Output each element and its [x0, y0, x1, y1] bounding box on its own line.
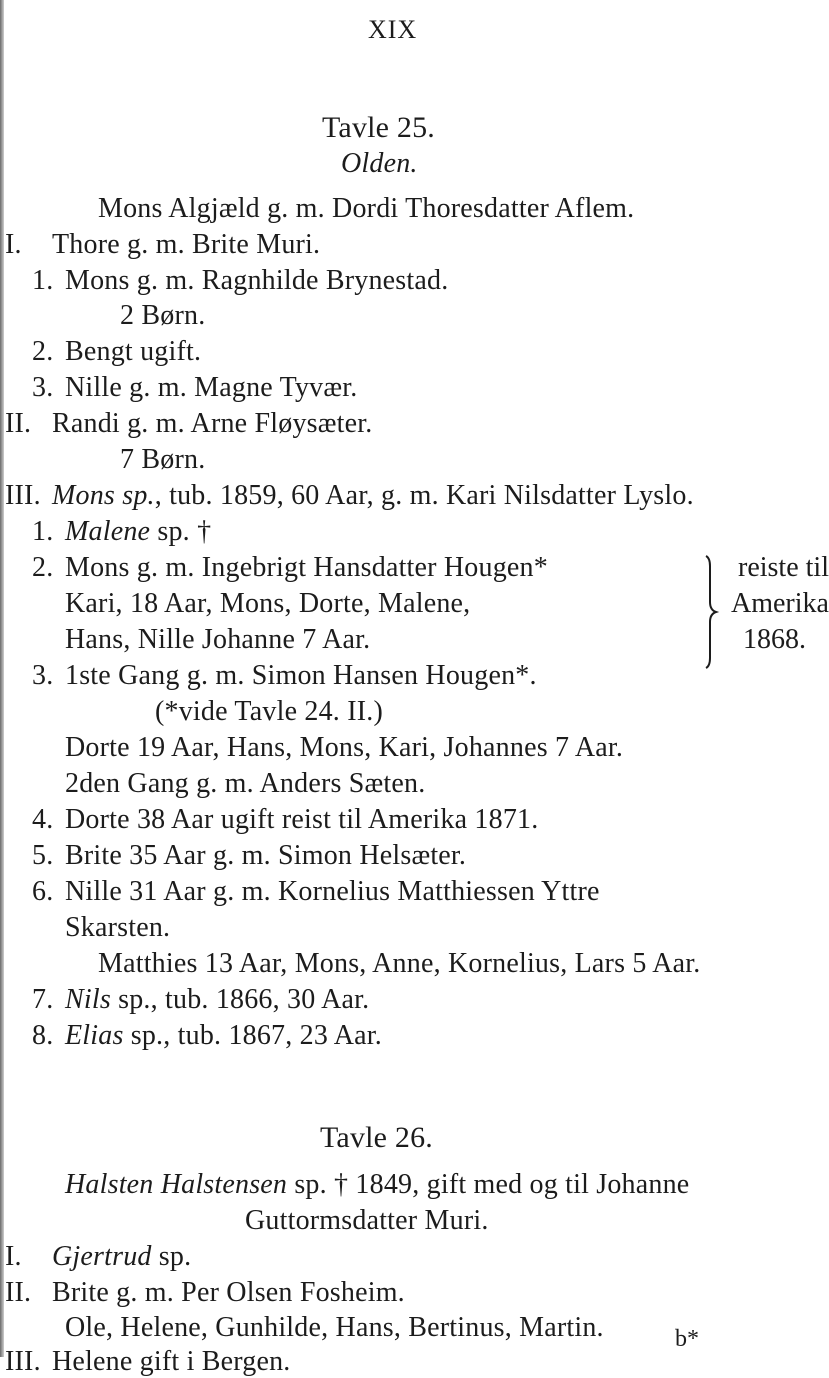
text-line: 4. Dorte 38 Aar ugift reist til Amerika 1871. — [32, 804, 539, 835]
text-line: Hans, Nille Johanne 7 Aar. — [65, 624, 371, 655]
text-line: 5. Brite 35 Aar g. m. Simon Helsæter. — [32, 840, 467, 871]
line-number: 2. — [32, 336, 54, 367]
line-number: 7. — [32, 984, 54, 1015]
person-name: Malene — [65, 516, 151, 547]
text-line: Halsten Halstensen sp. † 1849, gift med og til Johanne — [65, 1169, 690, 1200]
text-line: 2 Børn. — [120, 300, 206, 331]
section2-title: Tavle 26. — [320, 1121, 433, 1154]
line-number: III. — [5, 1346, 41, 1377]
person-name: Halsten Halstensen — [65, 1169, 288, 1200]
person-name: Elias — [65, 1020, 124, 1051]
grouping-brace — [700, 552, 722, 672]
line-number: 3. — [32, 372, 54, 403]
text-line: III. Mons sp., tub. 1859, 60 Aar, g. m. Kari Nilsdatter Lyslo. — [5, 480, 694, 511]
text-line: (*vide Tavle 24. II.) — [155, 696, 383, 727]
text-line: Skarsten. — [65, 912, 171, 943]
text-line: II. Brite g. m. Per Olsen Fosheim. — [5, 1277, 405, 1308]
text-line: 2. Mons g. m. Ingebrigt Hansdatter Hougen* — [32, 552, 548, 583]
line-number: II. — [5, 1277, 32, 1308]
line-number: 5. — [32, 840, 54, 871]
person-name: Nils — [65, 984, 111, 1015]
signature-mark: b* — [675, 1326, 699, 1352]
text-line: Kari, 18 Aar, Mons, Dorte, Malene, — [65, 588, 471, 619]
text-line: 2den Gang g. m. Anders Sæten. — [65, 768, 426, 799]
person-name: Mons sp. — [52, 480, 155, 511]
text-line: II. Randi g. m. Arne Fløysæter. — [5, 408, 373, 439]
text-line: 3. Nille g. m. Magne Tyvær. — [32, 372, 358, 403]
line-number: 2. — [32, 552, 54, 583]
text-line: 1. Mons g. m. Ragnhilde Brynestad. — [32, 265, 449, 296]
line-number: 8. — [32, 1020, 54, 1051]
text-line: Guttormsdatter Muri. — [245, 1205, 489, 1236]
person-name: Gjertrud — [52, 1241, 152, 1272]
page-edge — [0, 0, 4, 1357]
line-number: 3. — [32, 660, 54, 691]
line-number: III. — [5, 480, 41, 511]
text-line: I. Thore g. m. Brite Muri. — [5, 229, 321, 260]
text-line: I. Gjertrud sp. — [5, 1241, 192, 1272]
section1-title: Tavle 25. — [322, 111, 435, 144]
line-number: 6. — [32, 876, 54, 907]
text-line: 8. Elias sp., tub. 1867, 23 Aar. — [32, 1020, 382, 1051]
line-number: 1. — [32, 516, 54, 547]
text-line: III. Helene gift i Bergen. — [5, 1346, 291, 1377]
line-number: I. — [5, 229, 22, 260]
line-number: II. — [5, 408, 32, 439]
text-line: Ole, Helene, Gunhilde, Hans, Bertinus, Martin. — [65, 1312, 604, 1343]
text-line: 6. Nille 31 Aar g. m. Kornelius Matthiessen Yttre — [32, 876, 600, 907]
section1-subtitle: Olden. — [341, 148, 418, 179]
text-line: 3. 1ste Gang g. m. Simon Hansen Hougen*. — [32, 660, 537, 691]
text-line: Mons Algjæld g. m. Dordi Thoresdatter Aflem. — [98, 193, 635, 224]
text-line: 7 Børn. — [120, 444, 206, 475]
side-note-line: reiste til — [738, 552, 829, 583]
side-note-line: Amerika — [731, 588, 829, 619]
text-line: 7. Nils sp., tub. 1866, 30 Aar. — [32, 984, 370, 1015]
line-number: 1. — [32, 265, 54, 296]
text-line: Matthies 13 Aar, Mons, Anne, Kornelius, Lars 5 Aar. — [98, 948, 701, 979]
line-number: 4. — [32, 804, 54, 835]
page-header: XIX — [368, 15, 418, 44]
side-note-line: 1868. — [743, 624, 806, 655]
text-line: 1. Malene sp. † — [32, 516, 212, 547]
line-number: I. — [5, 1241, 22, 1272]
text-line: Dorte 19 Aar, Hans, Mons, Kari, Johannes 7 Aar. — [65, 732, 624, 763]
text-line: 2. Bengt ugift. — [32, 336, 202, 367]
